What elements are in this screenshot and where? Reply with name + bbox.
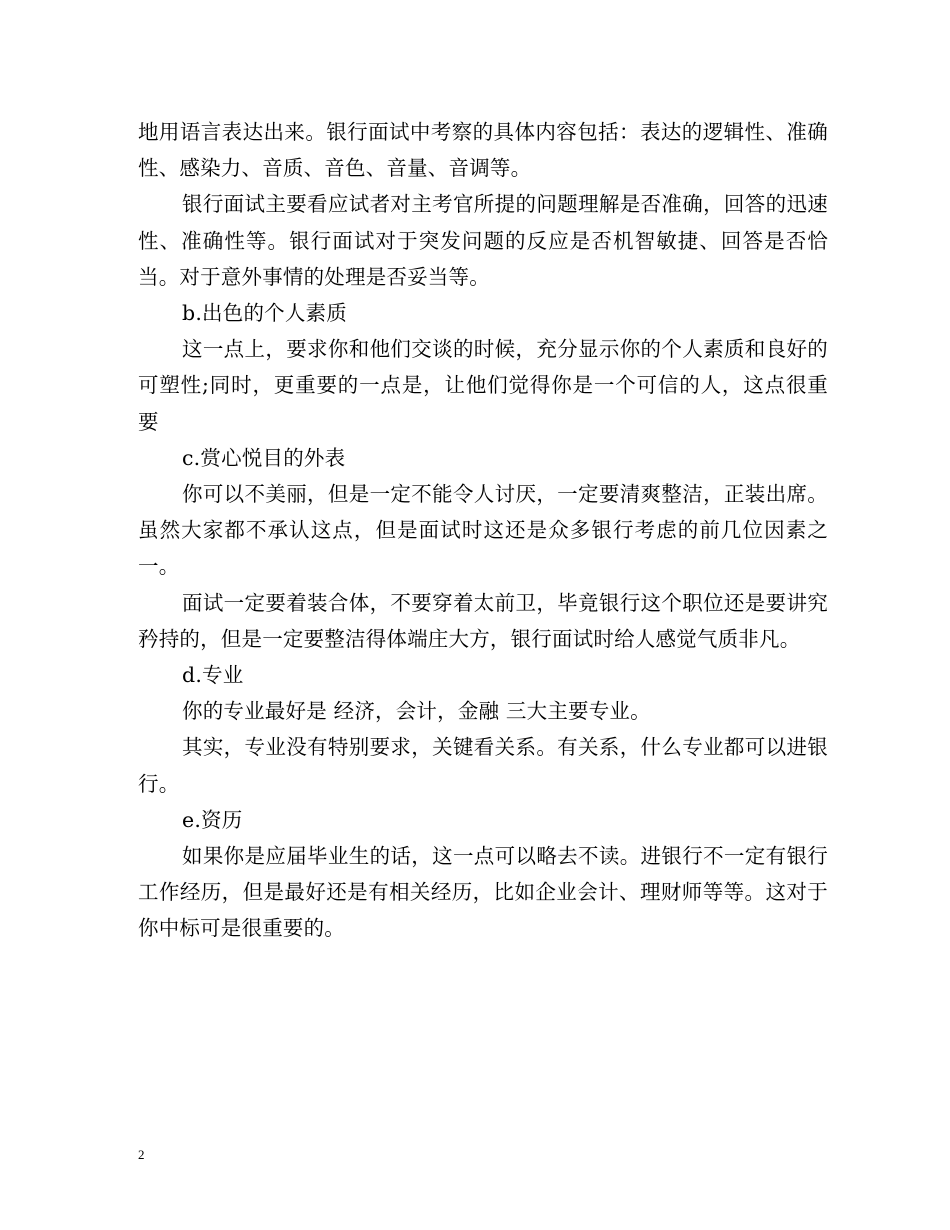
paragraph: 地用语言表达出来。银行面试中考察的具体内容包括：表达的逻辑性、准确性、感染力、音质、音色、音量、音调等。 [138, 120, 828, 181]
paragraph: 面试一定要着装合体，不要穿着太前卫，毕竟银行这个职位还是要讲究矜持的，但是一定要整洁得体端庄大方，银行面试时给人感觉气质非凡。 [138, 590, 828, 651]
paragraph: 这一点上，要求你和他们交谈的时候，充分显示你的个人素质和良好的可塑性;同时，更重要的一点是，让他们觉得你是一个可信的人，这点很重要 [138, 337, 828, 434]
section-heading: c.赏心悦目的外表 [182, 445, 346, 470]
paragraph: 如果你是应届毕业生的话，这一点可以略去不读。进银行不一定有银行工作经历，但是最好还是有相关经历，比如企业会计、理财师等等。这对于你中标可是很重要的。 [138, 844, 828, 941]
page-body [138, 114, 828, 947]
paragraph: 你可以不美丽，但是一定不能令人讨厌，一定要清爽整洁，正装出席。虽然大家都不承认这点，但是面试时这还是众多银行考虑的前几位因素之一。 [138, 482, 828, 579]
section-heading: b.出色的个人素质 [182, 301, 347, 326]
paragraph: 你的专业最好是 经济，会计，金融 三大主要专业。 [182, 699, 651, 724]
page-number: 2 [138, 1147, 145, 1162]
section-heading: e.资历 [182, 807, 243, 832]
paragraph: 其实，专业没有特别要求，关键看关系。有关系，什么专业都可以进银行。 [138, 735, 828, 796]
paragraph: 银行面试主要看应试者对主考官所提的问题理解是否准确，回答的迅速性、准确性等。银行面试对于突发问题的反应是否机智敏捷、回答是否恰当。对于意外事情的处理是否妥当等。 [138, 192, 828, 289]
section-heading: d.专业 [182, 663, 244, 688]
